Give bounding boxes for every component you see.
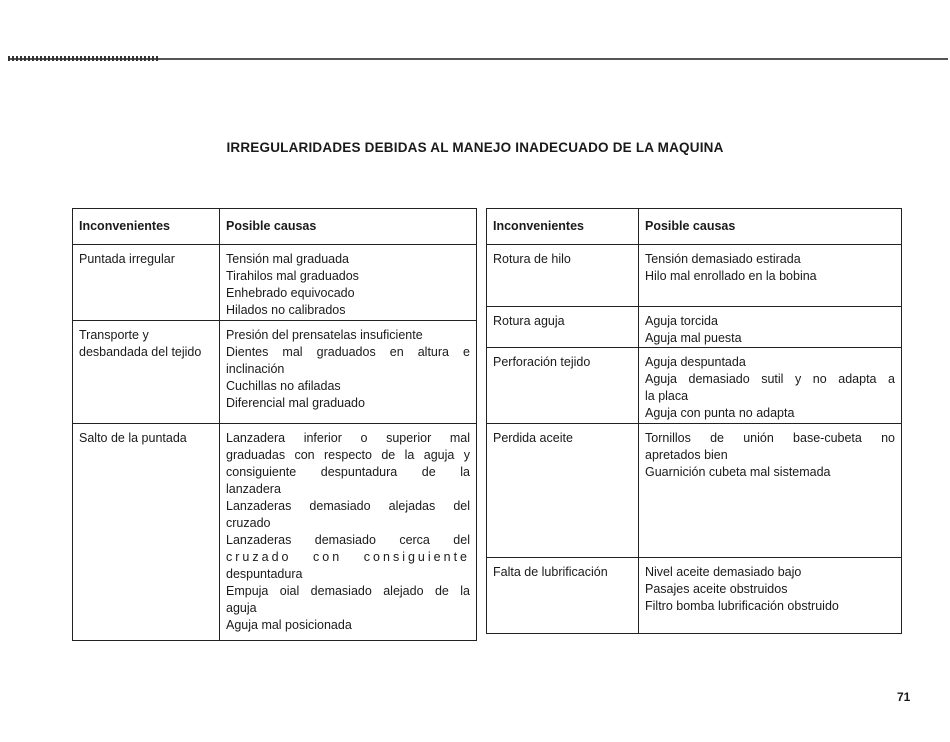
cause-line: Tornillos de unión base-cubeta no [645, 431, 895, 445]
problem-text: Perdida aceite [493, 431, 573, 445]
header-posible-causas: Posible causas [220, 209, 477, 245]
cause-line: apretados bien [645, 448, 728, 462]
cause-line: graduadas con respecto de la aguja y [226, 448, 470, 462]
problem-cell [73, 321, 220, 424]
problem-cell [73, 245, 220, 321]
causes-cell [639, 307, 902, 348]
cause-line: Tirahilos mal graduados [226, 269, 359, 283]
problem-text: Salto de la puntada [79, 431, 187, 445]
table-row [487, 424, 902, 558]
header-inconvenientes: Inconvenientes [487, 209, 639, 245]
cause-line: Aguja despuntada [645, 355, 746, 369]
header-posible-causas: Posible causas [639, 209, 902, 245]
causes-cell [639, 558, 902, 634]
table-header-row [73, 209, 477, 245]
cause-line: despuntadura [226, 567, 303, 581]
cause-line: Lanzaderas demasiado cerca del [226, 533, 470, 547]
cause-line: Cuchillas no afiladas [226, 379, 341, 393]
cause-line: cruzado [226, 516, 271, 530]
cause-line: Tensión mal graduada [226, 252, 349, 266]
problem-text: Perforación tejido [493, 355, 591, 369]
cause-line: Aguja mal puesta [645, 331, 742, 345]
cause-line: Aguja demasiado sutil y no adapta a [645, 372, 895, 386]
cause-line: Guarnición cubeta mal sistemada [645, 465, 831, 479]
causes-cell [220, 321, 477, 424]
problem-text: Falta de lubrificación [493, 565, 608, 579]
causes-cell [639, 245, 902, 307]
table-row [487, 558, 902, 634]
cause-line: Filtro bomba lubrificación obstruido [645, 599, 839, 613]
page-title: IRREGULARIDADES DEBIDAS AL MANEJO INADECUADO DE LA MAQUINA [226, 140, 724, 155]
cause-line: Enhebrado equivocado [226, 286, 355, 300]
troubleshooting-table-left [72, 208, 477, 641]
cause-line: lanzadera [226, 482, 281, 496]
table-row [487, 245, 902, 307]
causes-cell [639, 424, 902, 558]
causes-cell [639, 348, 902, 424]
cause-line: Aguja mal posicionada [226, 618, 352, 632]
problem-text: Puntada irregular [79, 252, 175, 266]
cause-line: la placa [645, 389, 689, 403]
problem-cell [487, 424, 639, 558]
cause-line: Hilo mal enrollado en la bobina [645, 269, 817, 283]
table-row [73, 245, 477, 321]
cause-line: Lanzadera inferior o superior mal [226, 431, 470, 445]
cause-line: inclinación [226, 362, 285, 376]
header-rule [8, 58, 948, 60]
troubleshooting-table-right [486, 208, 902, 634]
table-row [73, 424, 477, 641]
cause-line: Aguja torcida [645, 314, 718, 328]
problem-cell [487, 307, 639, 348]
causes-cell [220, 245, 477, 321]
problem-cell [487, 558, 639, 634]
cause-line: Nivel aceite demasiado bajo [645, 565, 802, 579]
problem-text: Rotura aguja [493, 314, 565, 328]
cause-line: Empuja oial demasiado alejado de la [226, 584, 470, 598]
cause-line: consiguiente despuntadura de la [226, 465, 470, 479]
cause-line: Diferencial mal graduado [226, 396, 365, 410]
cause-line: Dientes mal graduados en altura e [226, 345, 470, 359]
table-row [73, 321, 477, 424]
table-row [487, 307, 902, 348]
problem-cell [73, 424, 220, 641]
cause-line: Hilados no calibrados [226, 303, 346, 317]
cause-line: Lanzaderas demasiado alejadas del [226, 499, 470, 513]
cause-line: Tensión demasiado estirada [645, 252, 801, 266]
table-header-row [487, 209, 902, 245]
cause-line: cruzado con consiguiente [226, 550, 470, 564]
problem-text: Transporte y [79, 328, 149, 342]
cause-line: Presión del prensatelas insuficiente [226, 328, 423, 342]
cause-line: Pasajes aceite obstruidos [645, 582, 788, 596]
cause-line: Aguja con punta no adapta [645, 406, 795, 420]
problem-cell [487, 245, 639, 307]
problem-text: desbandada del tejido [79, 345, 202, 359]
problem-cell [487, 348, 639, 424]
causes-cell [220, 424, 477, 641]
page-number: 71 [897, 690, 911, 704]
problem-text: Rotura de hilo [493, 252, 571, 266]
header-inconvenientes: Inconvenientes [73, 209, 220, 245]
cause-line: aguja [226, 601, 257, 615]
table-row [487, 348, 902, 424]
